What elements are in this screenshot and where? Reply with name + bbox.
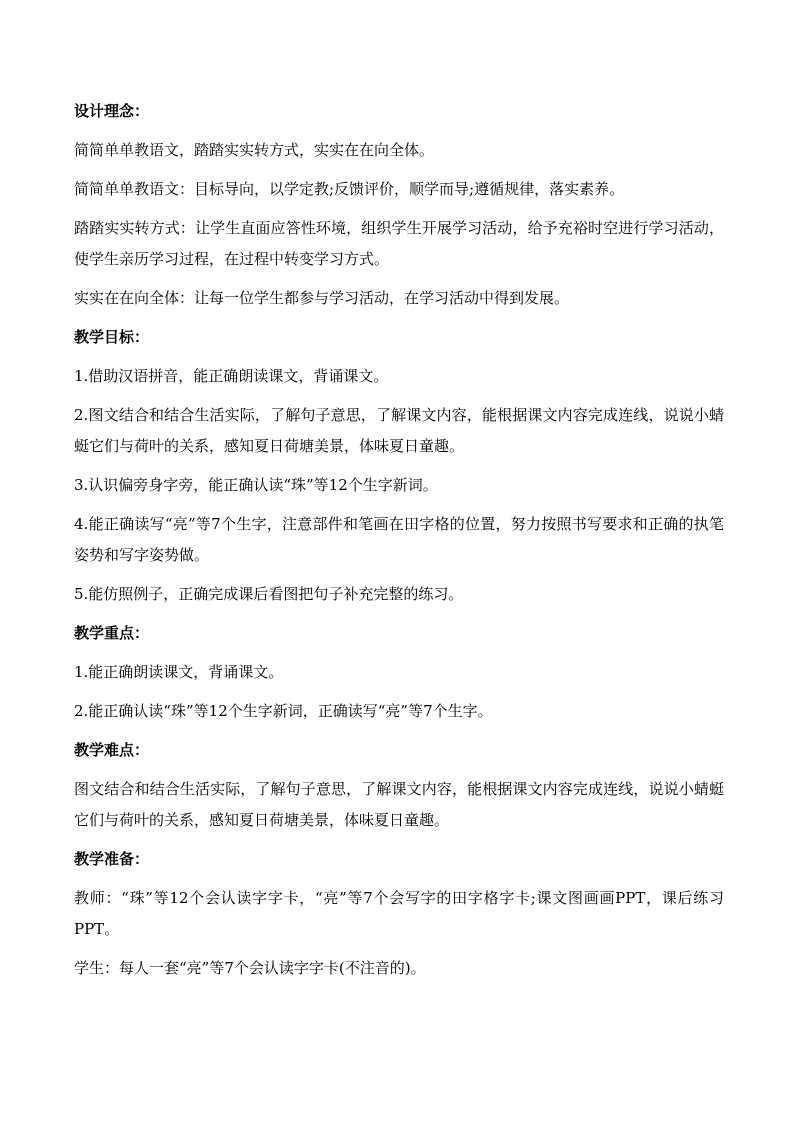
paragraph: 图文结合和结合生活实际，了解句子意思，了解课文内容，能根据课文内容完成连线，说说小蜻蜓它们与荷叶的关系，感知夏日荷塘美景，体味夏日童趣。 <box>74 780 724 829</box>
paragraph: 实实在在向全体：让每一位学生都参与学习活动，在学习活动中得到发展。 <box>74 289 570 307</box>
document-body <box>74 96 724 992</box>
paragraph: 简简单单教语文：目标导向，以学定教;反馈评价，顺学而导;遵循规律，落实素养。 <box>74 180 625 198</box>
paragraph: 学生：每人一套“亮”等7个会认读字字卡(不注音的)。 <box>74 959 426 977</box>
paragraph: 4.能正确读写“亮”等7个生字，注意部件和笔画在田字格的位置，努力按照书写要求和正确的执笔姿势和写字姿势做。 <box>74 515 724 564</box>
section-heading: 教学准备： <box>74 850 150 868</box>
section-heading: 设计理念： <box>74 102 150 120</box>
section-teaching-goals <box>74 322 724 610</box>
paragraph: 3.认识偏旁身字旁，能正确认读“珠”等12个生字新词。 <box>74 476 438 494</box>
section-teaching-focus <box>74 618 724 727</box>
section-heading: 教学难点： <box>74 741 150 759</box>
paragraph: 1.能正确朗读课文，背诵课文。 <box>74 663 284 681</box>
section-heading: 教学目标： <box>74 328 150 346</box>
section-teaching-difficulty <box>74 735 724 836</box>
paragraph: 5.能仿照例子，正确完成课后看图把句子补充完整的练习。 <box>74 585 464 603</box>
section-design-philosophy <box>74 96 724 314</box>
paragraph: 简简单单教语文，踏踏实实转方式，实实在在向全体。 <box>74 141 435 159</box>
paragraph: 2.能正确认读“珠”等12个生字新词，正确读写“亮”等7个生字。 <box>74 702 493 720</box>
paragraph: 踏踏实实转方式：让学生直面应答性环境，组织学生开展学习活动，给予充裕时空进行学习活动，使学生亲历学习过程，在过程中转变学习方式。 <box>74 219 724 268</box>
paragraph: 教师：“珠”等12个会认读字字卡，“亮”等7个会写字的田字格字卡;课文图画画PPT，课后练习PPT。 <box>74 889 724 938</box>
paragraph: 1.借助汉语拼音，能正确朗读课文，背诵课文。 <box>74 367 389 385</box>
section-heading: 教学重点： <box>74 624 150 642</box>
section-teaching-preparation <box>74 844 724 984</box>
paragraph: 2.图文结合和结合生活实际，了解句子意思，了解课文内容，能根据课文内容完成连线，说说小蜻蜓它们与荷叶的关系，感知夏日荷塘美景，体味夏日童趣。 <box>74 406 724 455</box>
